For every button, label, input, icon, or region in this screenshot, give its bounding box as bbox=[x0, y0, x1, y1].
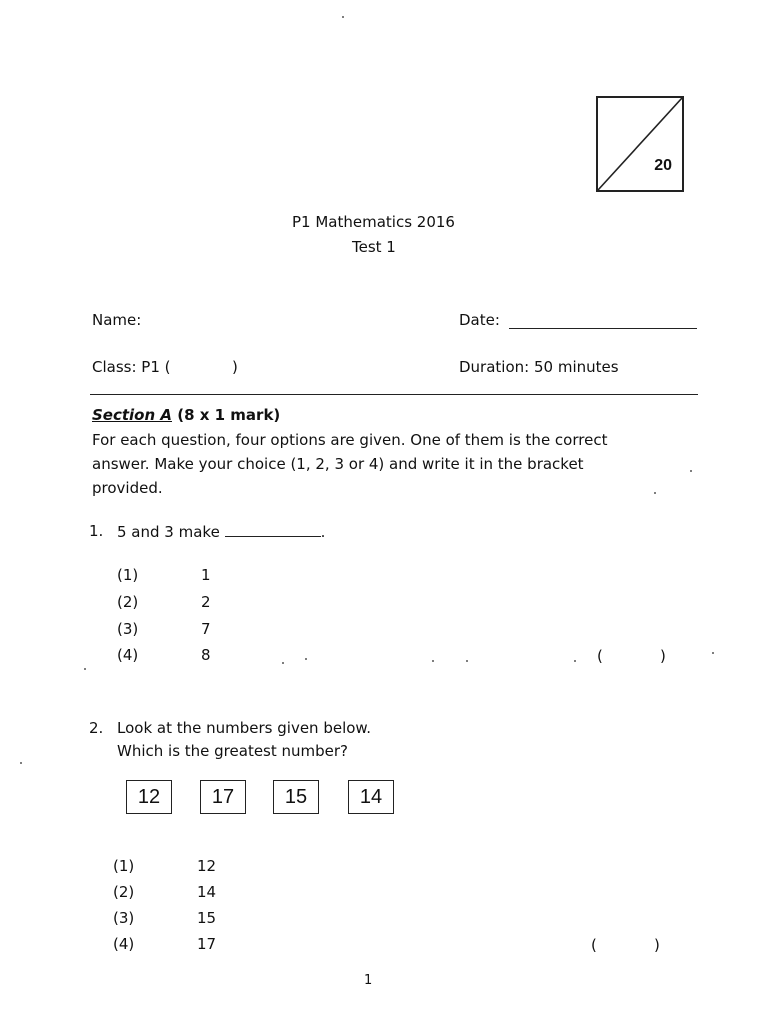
q1-option-label: (2) bbox=[117, 593, 139, 611]
date-field[interactable] bbox=[509, 328, 697, 329]
q1-option-label: (3) bbox=[117, 620, 139, 638]
name-label: Name: bbox=[92, 311, 142, 329]
question-2-number: 2. bbox=[89, 719, 104, 737]
section-a-title: Section A bbox=[92, 406, 172, 424]
q1-option-value: 1 bbox=[201, 566, 211, 584]
boxed-number: 17 bbox=[200, 780, 246, 814]
q2-option-label: (4) bbox=[113, 935, 135, 953]
scan-speck bbox=[466, 660, 468, 662]
question-1-period: . bbox=[320, 523, 326, 541]
instructions-line-2: answer. Make your choice (1, 2, 3 or 4) and write it in the bracket bbox=[92, 455, 584, 473]
boxed-number: 12 bbox=[126, 780, 172, 814]
boxed-number: 14 bbox=[348, 780, 394, 814]
scan-speck bbox=[574, 660, 576, 662]
section-a-marks: (8 x 1 mark) bbox=[177, 406, 281, 424]
scan-speck bbox=[712, 652, 714, 654]
q2-answer-field[interactable] bbox=[609, 931, 649, 957]
score-box bbox=[596, 96, 684, 192]
q1-answer-bracket-close: ) bbox=[660, 647, 666, 665]
q1-option-label: (1) bbox=[117, 566, 139, 584]
q2-answer-bracket-open: ( bbox=[591, 936, 597, 954]
question-1-number: 1. bbox=[89, 522, 104, 540]
q2-option-label: (1) bbox=[113, 857, 135, 875]
instructions-line-1: For each question, four options are given. One of them is the correct bbox=[92, 431, 608, 449]
date-label: Date: bbox=[459, 311, 500, 329]
header-divider bbox=[90, 394, 698, 395]
q1-option-value: 8 bbox=[201, 646, 211, 664]
question-1-stem: 5 and 3 make bbox=[117, 523, 220, 541]
question-1-text bbox=[117, 522, 325, 541]
scan-speck bbox=[282, 662, 284, 664]
scan-speck bbox=[84, 668, 86, 670]
score-box-diagonal bbox=[598, 98, 682, 190]
q1-answer-bracket-open: ( bbox=[597, 647, 603, 665]
page-title: P1 Mathematics 2016 bbox=[292, 213, 455, 231]
q1-answer-field[interactable] bbox=[615, 642, 655, 668]
q2-option-value: 14 bbox=[197, 883, 217, 901]
page-subtitle: Test 1 bbox=[352, 238, 396, 256]
scan-speck bbox=[305, 658, 307, 660]
duration-label: Duration: 50 minutes bbox=[459, 358, 619, 376]
q2-option-value: 17 bbox=[197, 935, 217, 953]
class-close-paren: ) bbox=[232, 358, 238, 376]
section-a-heading bbox=[92, 406, 280, 424]
q2-option-label: (3) bbox=[113, 909, 135, 927]
question-2-line-1: Look at the numbers given below. bbox=[117, 719, 372, 737]
scan-speck bbox=[432, 660, 434, 662]
q2-option-label: (2) bbox=[113, 883, 135, 901]
instructions-line-3: provided. bbox=[92, 479, 163, 497]
boxed-number: 15 bbox=[273, 780, 319, 814]
score-total: 20 bbox=[654, 157, 672, 174]
question-2-line-2: Which is the greatest number? bbox=[117, 742, 349, 760]
class-label: Class: P1 ( bbox=[92, 358, 171, 376]
question-1-blank bbox=[225, 522, 321, 537]
scan-speck bbox=[20, 762, 22, 764]
q2-option-value: 15 bbox=[197, 909, 217, 927]
q2-option-value: 12 bbox=[197, 857, 217, 875]
scan-speck bbox=[342, 16, 344, 18]
scan-speck bbox=[690, 470, 692, 472]
q1-option-label: (4) bbox=[117, 646, 139, 664]
q2-answer-bracket-close: ) bbox=[654, 936, 660, 954]
page-number: 1 bbox=[364, 973, 373, 988]
q1-option-value: 2 bbox=[201, 593, 211, 611]
scan-speck bbox=[654, 492, 656, 494]
q1-option-value: 7 bbox=[201, 620, 211, 638]
